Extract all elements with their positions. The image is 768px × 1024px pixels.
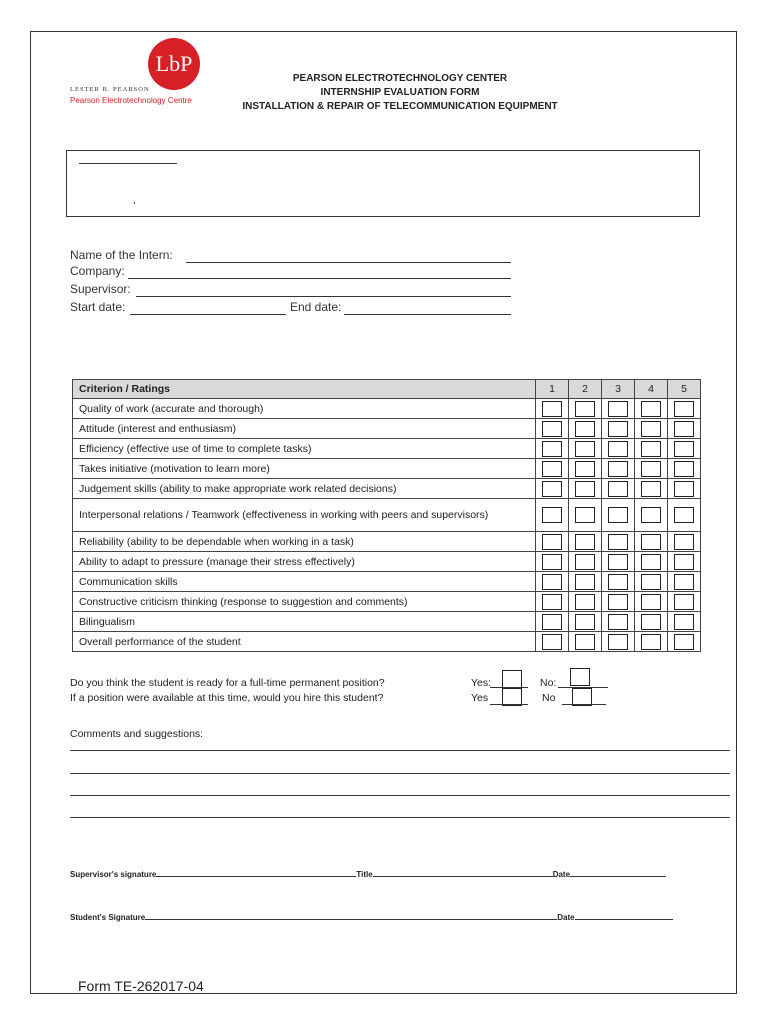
criterion-label: Attitude (interest and enthusiasm) bbox=[73, 419, 536, 439]
rating-checkbox-4[interactable] bbox=[641, 574, 661, 590]
rating-checkbox-2[interactable] bbox=[575, 461, 595, 477]
rating-checkbox-5[interactable] bbox=[674, 554, 694, 570]
rating-cell-4 bbox=[635, 459, 668, 479]
student-date-line[interactable] bbox=[575, 910, 673, 920]
criterion-label: Interpersonal relations / Teamwork (effectiveness in working with peers and supervisors) bbox=[73, 499, 536, 532]
rating-checkbox-1[interactable] bbox=[542, 441, 562, 457]
supervisor-field[interactable] bbox=[70, 282, 511, 297]
criterion-label: Ability to adapt to pressure (manage their stress effectively) bbox=[73, 552, 536, 572]
rating-cell-3 bbox=[602, 399, 635, 419]
table-row bbox=[73, 552, 701, 572]
rating-checkbox-2[interactable] bbox=[575, 534, 595, 550]
rating-cell-4 bbox=[635, 632, 668, 652]
comment-line-2[interactable] bbox=[70, 773, 730, 774]
rating-cell-2 bbox=[569, 419, 602, 439]
rating-cell-1 bbox=[536, 592, 569, 612]
info-box-comma: , bbox=[133, 195, 136, 206]
end-date-label: End date: bbox=[290, 300, 342, 314]
company-label: Company: bbox=[70, 264, 125, 278]
rating-checkbox-4[interactable] bbox=[641, 534, 661, 550]
rating-cell-1 bbox=[536, 612, 569, 632]
logo-monogram: LbP bbox=[148, 38, 200, 90]
rating-cell-1 bbox=[536, 532, 569, 552]
info-box-line bbox=[79, 163, 177, 164]
rating-checkbox-2[interactable] bbox=[575, 594, 595, 610]
rating-checkbox-5[interactable] bbox=[674, 594, 694, 610]
rating-cell-2 bbox=[569, 399, 602, 419]
rating-cell-4 bbox=[635, 419, 668, 439]
start-date-line[interactable] bbox=[130, 314, 286, 315]
rating-checkbox-4[interactable] bbox=[641, 461, 661, 477]
rating-cell-4 bbox=[635, 479, 668, 499]
rating-cell-3 bbox=[602, 632, 635, 652]
supervisor-label: Supervisor: bbox=[70, 282, 131, 296]
table-row bbox=[73, 499, 701, 532]
q1-yes-label: Yes: bbox=[471, 677, 492, 689]
rating-checkbox-4[interactable] bbox=[641, 421, 661, 437]
company-field[interactable] bbox=[70, 264, 511, 279]
rating-checkbox-1[interactable] bbox=[542, 401, 562, 417]
logo-subtitle: Pearson Electrotechnology Centre bbox=[70, 96, 192, 105]
rating-checkbox-3[interactable] bbox=[608, 507, 628, 523]
rating-checkbox-3[interactable] bbox=[608, 441, 628, 457]
rating-cell-2 bbox=[569, 632, 602, 652]
rating-cell-3 bbox=[602, 479, 635, 499]
question-hire: If a position were available at this time, would you hire this student? bbox=[70, 692, 384, 704]
supervisor-date-line[interactable] bbox=[570, 867, 666, 877]
rating-cell-3 bbox=[602, 612, 635, 632]
supervisor-signature-row bbox=[70, 867, 666, 879]
rating-cell-3 bbox=[602, 499, 635, 532]
rating-checkbox-2[interactable] bbox=[575, 554, 595, 570]
rating-cell-5 bbox=[668, 499, 701, 532]
question-ready: Do you think the student is ready for a full-time permanent position? bbox=[70, 677, 385, 689]
title-line[interactable] bbox=[373, 867, 553, 877]
student-signature-label: Student's Signature bbox=[70, 913, 146, 922]
criterion-label: Communication skills bbox=[73, 572, 536, 592]
table-row bbox=[73, 532, 701, 552]
rating-checkbox-2[interactable] bbox=[575, 441, 595, 457]
rating-checkbox-5[interactable] bbox=[674, 507, 694, 523]
header-line-2: INTERNSHIP EVALUATION FORM bbox=[320, 87, 480, 98]
rating-cell-2 bbox=[569, 439, 602, 459]
rating-cell-3 bbox=[602, 532, 635, 552]
table-row bbox=[73, 479, 701, 499]
rating-cell-3 bbox=[602, 439, 635, 459]
criterion-label: Takes initiative (motivation to learn more) bbox=[73, 459, 536, 479]
company-line[interactable] bbox=[128, 278, 511, 279]
rating-cell-3 bbox=[602, 592, 635, 612]
rating-cell-1 bbox=[536, 499, 569, 532]
evaluation-table bbox=[72, 379, 701, 652]
rating-checkbox-1[interactable] bbox=[542, 614, 562, 630]
rating-checkbox-4[interactable] bbox=[641, 401, 661, 417]
table-row bbox=[73, 632, 701, 652]
rating-checkbox-3[interactable] bbox=[608, 594, 628, 610]
rating-cell-1 bbox=[536, 439, 569, 459]
rating-checkbox-2[interactable] bbox=[575, 574, 595, 590]
intern-name-line[interactable] bbox=[186, 262, 511, 263]
rating-cell-1 bbox=[536, 552, 569, 572]
rating-checkbox-5[interactable] bbox=[674, 441, 694, 457]
student-date-label: Date bbox=[557, 913, 575, 922]
rating-checkbox-4[interactable] bbox=[641, 634, 661, 650]
comment-line-3[interactable] bbox=[70, 795, 730, 796]
rating-checkbox-1[interactable] bbox=[542, 574, 562, 590]
comment-line-1[interactable] bbox=[70, 750, 730, 751]
comment-line-4[interactable] bbox=[70, 817, 730, 818]
rating-checkbox-5[interactable] bbox=[674, 421, 694, 437]
rating-cell-4 bbox=[635, 592, 668, 612]
supervisor-date-label: Date bbox=[552, 870, 571, 879]
form-header bbox=[230, 72, 570, 114]
logo-name: LESTER B. PEARSON bbox=[70, 86, 150, 93]
rating-header-2: 2 bbox=[569, 380, 602, 399]
rating-checkbox-3[interactable] bbox=[608, 461, 628, 477]
end-date-line[interactable] bbox=[344, 314, 511, 315]
table-row bbox=[73, 439, 701, 459]
intern-name-field[interactable] bbox=[70, 248, 511, 263]
table-row bbox=[73, 419, 701, 439]
rating-cell-5 bbox=[668, 592, 701, 612]
rating-cell-5 bbox=[668, 479, 701, 499]
rating-cell-3 bbox=[602, 459, 635, 479]
rating-cell-5 bbox=[668, 572, 701, 592]
table-header-row bbox=[73, 380, 701, 399]
table-row bbox=[73, 592, 701, 612]
criterion-label: Quality of work (accurate and thorough) bbox=[73, 399, 536, 419]
criterion-label: Bilingualism bbox=[73, 612, 536, 632]
rating-checkbox-1[interactable] bbox=[542, 461, 562, 477]
intern-name-label: Name of the Intern: bbox=[70, 248, 173, 262]
rating-cell-4 bbox=[635, 572, 668, 592]
rating-checkbox-3[interactable] bbox=[608, 634, 628, 650]
criterion-label: Overall performance of the student bbox=[73, 632, 536, 652]
form-number: Form TE-262017-04 bbox=[78, 978, 204, 994]
info-box bbox=[66, 150, 700, 217]
rating-cell-4 bbox=[635, 552, 668, 572]
rating-checkbox-3[interactable] bbox=[608, 554, 628, 570]
supervisor-line[interactable] bbox=[136, 296, 511, 297]
rating-header-3: 3 bbox=[602, 380, 635, 399]
rating-checkbox-1[interactable] bbox=[542, 634, 562, 650]
rating-cell-2 bbox=[569, 499, 602, 532]
rating-header-5: 5 bbox=[668, 380, 701, 399]
rating-checkbox-3[interactable] bbox=[608, 401, 628, 417]
title-label: Title bbox=[356, 870, 373, 879]
q2-yes-line bbox=[490, 704, 528, 705]
rating-cell-1 bbox=[536, 399, 569, 419]
rating-cell-4 bbox=[635, 612, 668, 632]
rating-checkbox-5[interactable] bbox=[674, 461, 694, 477]
rating-checkbox-3[interactable] bbox=[608, 614, 628, 630]
rating-cell-5 bbox=[668, 399, 701, 419]
rating-cell-4 bbox=[635, 439, 668, 459]
student-signature-line[interactable] bbox=[145, 910, 557, 920]
rating-cell-2 bbox=[569, 612, 602, 632]
rating-cell-2 bbox=[569, 572, 602, 592]
rating-checkbox-1[interactable] bbox=[542, 554, 562, 570]
rating-cell-1 bbox=[536, 572, 569, 592]
rating-checkbox-2[interactable] bbox=[575, 507, 595, 523]
rating-header-4: 4 bbox=[635, 380, 668, 399]
rating-checkbox-2[interactable] bbox=[575, 481, 595, 497]
rating-cell-5 bbox=[668, 632, 701, 652]
q2-no-label: No bbox=[542, 692, 556, 704]
q1-no-checkbox[interactable] bbox=[570, 668, 590, 686]
supervisor-signature-label: Supervisor's signature bbox=[70, 870, 157, 879]
rating-cell-5 bbox=[668, 612, 701, 632]
start-date-label: Start date: bbox=[70, 300, 126, 314]
table-row bbox=[73, 572, 701, 592]
rating-checkbox-4[interactable] bbox=[641, 441, 661, 457]
rating-cell-5 bbox=[668, 459, 701, 479]
table-row bbox=[73, 459, 701, 479]
q1-yes-checkbox[interactable] bbox=[502, 670, 522, 688]
rating-cell-4 bbox=[635, 399, 668, 419]
criterion-label: Reliability (ability to be dependable when working in a task) bbox=[73, 532, 536, 552]
rating-checkbox-1[interactable] bbox=[542, 594, 562, 610]
rating-checkbox-4[interactable] bbox=[641, 507, 661, 523]
rating-header-1: 1 bbox=[536, 380, 569, 399]
rating-cell-3 bbox=[602, 572, 635, 592]
rating-checkbox-5[interactable] bbox=[674, 481, 694, 497]
rating-cell-3 bbox=[602, 419, 635, 439]
rating-checkbox-2[interactable] bbox=[575, 614, 595, 630]
q1-no-label: No: bbox=[540, 677, 557, 689]
rating-cell-5 bbox=[668, 439, 701, 459]
rating-checkbox-5[interactable] bbox=[674, 534, 694, 550]
rating-cell-4 bbox=[635, 499, 668, 532]
student-signature-row bbox=[70, 910, 673, 922]
rating-cell-5 bbox=[668, 532, 701, 552]
rating-checkbox-4[interactable] bbox=[641, 481, 661, 497]
rating-cell-3 bbox=[602, 552, 635, 572]
criterion-label: Judgement skills (ability to make appropriate work related decisions) bbox=[73, 479, 536, 499]
rating-checkbox-5[interactable] bbox=[674, 634, 694, 650]
rating-cell-2 bbox=[569, 552, 602, 572]
rating-cell-1 bbox=[536, 459, 569, 479]
rating-checkbox-1[interactable] bbox=[542, 507, 562, 523]
rating-cell-2 bbox=[569, 479, 602, 499]
rating-checkbox-4[interactable] bbox=[641, 594, 661, 610]
rating-checkbox-5[interactable] bbox=[674, 401, 694, 417]
rating-checkbox-1[interactable] bbox=[542, 534, 562, 550]
rating-checkbox-3[interactable] bbox=[608, 534, 628, 550]
q2-no-line bbox=[562, 704, 606, 705]
rating-cell-1 bbox=[536, 479, 569, 499]
rating-cell-2 bbox=[569, 532, 602, 552]
rating-checkbox-4[interactable] bbox=[641, 554, 661, 570]
rating-cell-2 bbox=[569, 592, 602, 612]
q2-yes-label: Yes bbox=[471, 692, 489, 704]
table-row bbox=[73, 612, 701, 632]
rating-cell-4 bbox=[635, 532, 668, 552]
dates-field[interactable] bbox=[70, 300, 511, 315]
rating-checkbox-1[interactable] bbox=[542, 481, 562, 497]
header-line-1: PEARSON ELECTROTECHNOLOGY CENTER bbox=[292, 73, 508, 84]
criterion-label: Efficiency (effective use of time to complete tasks) bbox=[73, 439, 536, 459]
rating-checkbox-3[interactable] bbox=[608, 574, 628, 590]
rating-checkbox-3[interactable] bbox=[608, 421, 628, 437]
criterion-header: Criterion / Ratings bbox=[73, 380, 536, 399]
rating-cell-2 bbox=[569, 459, 602, 479]
rating-checkbox-5[interactable] bbox=[674, 574, 694, 590]
header-line-3: INSTALLATION & REPAIR OF TELECOMMUNICATION EQUIPMENT bbox=[242, 101, 558, 112]
supervisor-signature-line[interactable] bbox=[156, 867, 356, 877]
rating-cell-1 bbox=[536, 632, 569, 652]
rating-checkbox-3[interactable] bbox=[608, 481, 628, 497]
rating-checkbox-1[interactable] bbox=[542, 421, 562, 437]
rating-cell-5 bbox=[668, 552, 701, 572]
rating-checkbox-4[interactable] bbox=[641, 614, 661, 630]
rating-cell-5 bbox=[668, 419, 701, 439]
criterion-label: Constructive criticism thinking (response to suggestion and comments) bbox=[73, 592, 536, 612]
rating-cell-1 bbox=[536, 419, 569, 439]
rating-checkbox-2[interactable] bbox=[575, 421, 595, 437]
rating-checkbox-5[interactable] bbox=[674, 614, 694, 630]
rating-checkbox-2[interactable] bbox=[575, 634, 595, 650]
comments-label: Comments and suggestions: bbox=[70, 728, 204, 740]
table-row bbox=[73, 399, 701, 419]
rating-checkbox-2[interactable] bbox=[575, 401, 595, 417]
